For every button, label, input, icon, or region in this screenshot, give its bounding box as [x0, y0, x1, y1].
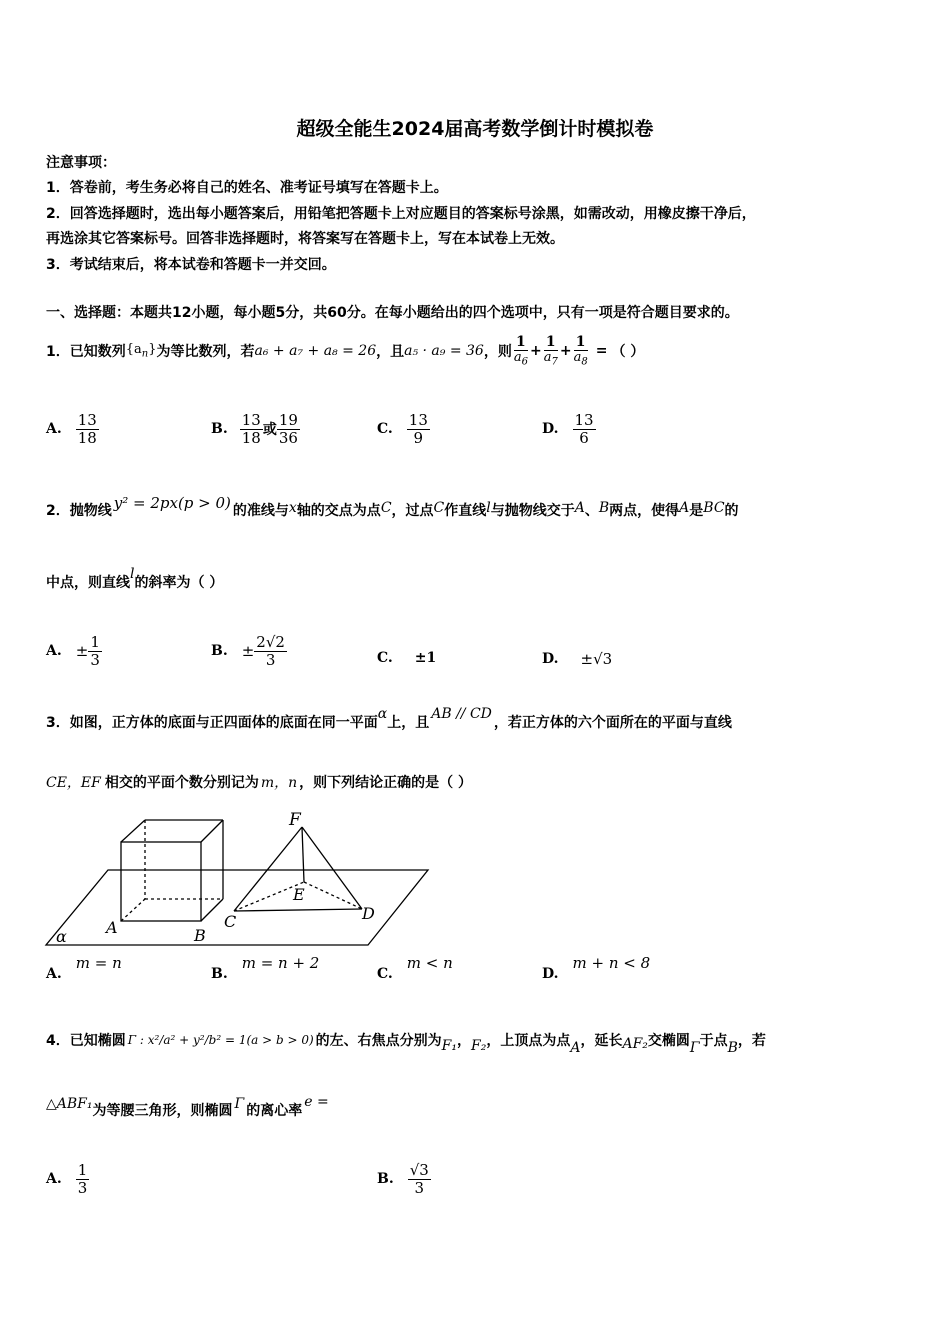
- question-3-line2: CE，EF 相交的平面个数分别记为 m，n ，则下列结论正确的是（ ）: [46, 775, 473, 791]
- label-B: B: [194, 926, 206, 945]
- q1-seq: $\{a_n\}$: [125, 342, 157, 360]
- label-alpha: α: [56, 927, 67, 946]
- notice-item: 再选涂其它答案标号。回答非选择题时，将答案写在答题卡上，写在本试卷上无效。: [46, 231, 564, 247]
- q1-answer-paren: （ ）: [611, 344, 645, 360]
- q1-and: ，且: [376, 344, 405, 360]
- q1-cond2: a₅ · a₉ = 36: [404, 343, 484, 359]
- question-1: [46, 328, 644, 374]
- label-D: D: [362, 904, 375, 923]
- notice-item: 1．答卷前，考生务必将自己的姓名、准考证号填写在答题卡上。: [46, 180, 448, 196]
- q2-option-d[interactable]: D. ±√3: [542, 650, 613, 668]
- q4-option-a[interactable]: A. $\frac{1}{3}$: [46, 1161, 88, 1197]
- q4-ellipse: Γ : x²/a² + y²/b² = 1(a > b > 0): [127, 1033, 314, 1047]
- q2-option-c[interactable]: C. ±1: [377, 650, 437, 666]
- q4-option-b[interactable]: B. $\frac{√3}{3}$: [377, 1161, 429, 1197]
- label-C: C: [224, 912, 237, 931]
- q1-option-b[interactable]: B. $\frac{13}{18}$ 或 $\frac{19}{36}$: [211, 411, 298, 447]
- q1-option-a[interactable]: A. $\frac{13}{18}$: [46, 411, 97, 447]
- q3-option-d[interactable]: D. m + n < 8: [542, 954, 651, 982]
- q1-option-c[interactable]: C. $\frac{13}{9}$: [377, 411, 428, 447]
- q2-equation: y² = 2px(p > 0): [113, 494, 231, 512]
- notice-header: 注意事项：: [46, 155, 116, 171]
- question-2-line2: 中点，则直线 l 的斜率为（ ）: [46, 566, 224, 591]
- notice-item: 3．考试结束后，将本试卷和答题卡一并交回。: [46, 257, 336, 273]
- q3-parallel: AB // CD: [431, 706, 492, 722]
- q1-cond1: a₆ + a₇ + a₈ = 26: [254, 343, 377, 359]
- label-E: E: [293, 885, 305, 904]
- question-3-line1: 3．如图，正方体的底面与正四面体的底面在同一平面 α 上，且 AB // CD ，若正方体的六个面所在的平面与直线: [46, 706, 732, 731]
- label-A: A: [106, 918, 118, 937]
- q1-option-d[interactable]: D. $\frac{13}{6}$: [542, 411, 594, 447]
- q3-option-a[interactable]: A. m = n: [46, 954, 122, 982]
- label-F: F: [289, 810, 301, 830]
- question-4-line2: △ABF₁ 为等腰三角形，则椭圆 Γ 的离心率 e =: [46, 1094, 329, 1119]
- q1-then: ，则: [483, 344, 512, 360]
- q2-option-a[interactable]: A. ± $\frac{1}{3}$: [46, 633, 100, 669]
- q3-option-b[interactable]: B. m = n + 2: [211, 954, 320, 982]
- q1-prefix: 1．已知数列: [46, 344, 126, 360]
- q1-mid: 为等比数列，若: [156, 344, 255, 360]
- page-title: 超级全能生2024届高考数学倒计时模拟卷: [296, 118, 654, 140]
- q3-option-c[interactable]: C. m < n: [377, 954, 453, 982]
- question-2-line1: 2．抛物线 y² = 2px(p > 0) 的准线与 x 轴的交点为点 C ，过点 C 作直线 l 与抛物线交于 A 、 B 两点，使得 A 是 BC 的: [46, 494, 739, 519]
- q2-option-b[interactable]: B. ± $\frac{2√2}{3}$: [211, 633, 285, 669]
- geometry-figure: [40, 805, 440, 950]
- section-heading: 一、选择题：本题共12小题，每小题5分，共60分。在每小题给出的四个选项中，只有一项是符合题目要求的。: [46, 305, 739, 321]
- q1-sum: $\frac{1}{a_6}$ + $\frac{1}{a_7}$ + $\frac{1}{a_8}$ =: [513, 333, 608, 368]
- question-4-line1: 4．已知椭圆 Γ : x²/a² + y²/b² = 1(a > b > 0) 的左、右焦点分别为 F₁ ， F₂ ，上顶点为点 A ，延长 AF₂ 交椭圆 Γ 于点 B ，若: [46, 1033, 766, 1056]
- notice-item: 2．回答选择题时，选出每小题答案后，用铅笔把答题卡上对应题目的答案标号涂黑，如需改动，用橡皮擦干净后，: [46, 206, 756, 222]
